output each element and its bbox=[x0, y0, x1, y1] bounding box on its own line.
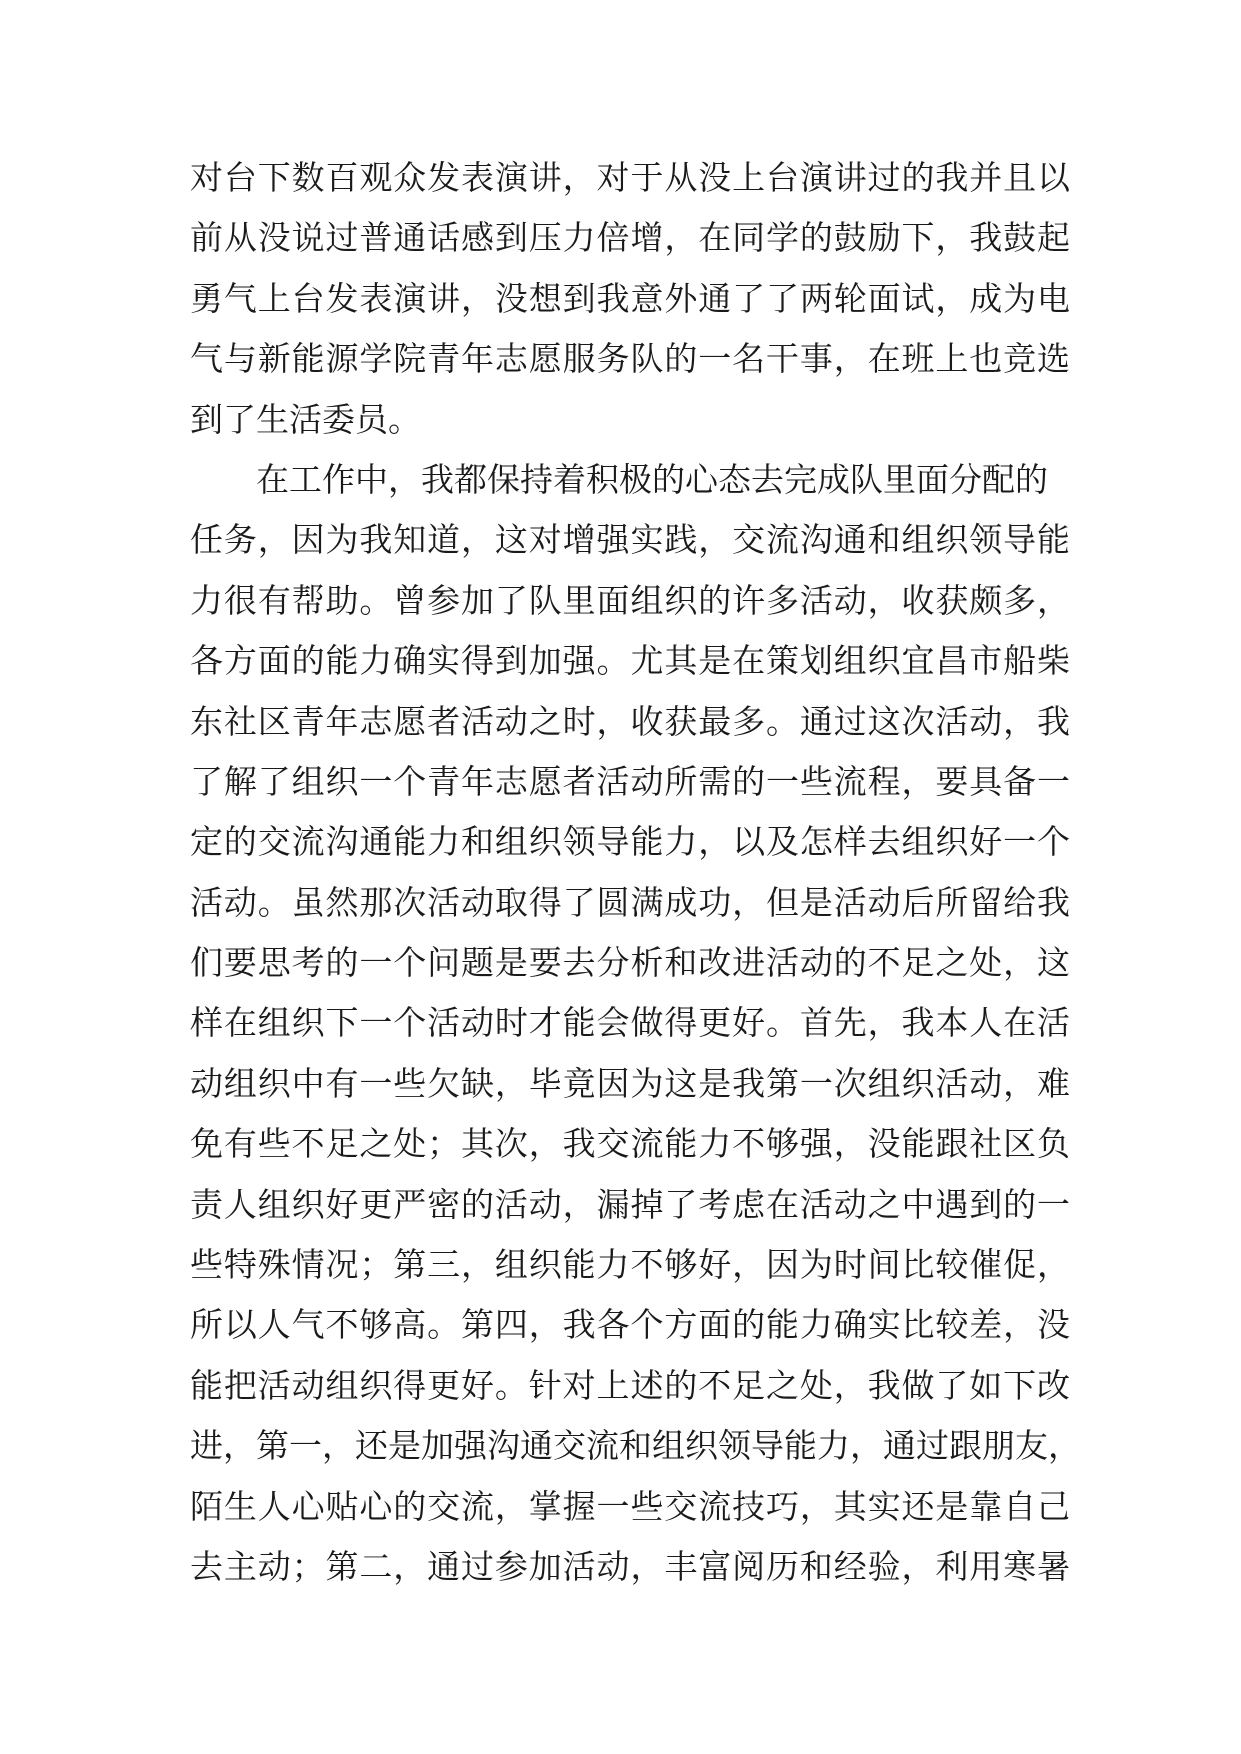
text-line: 陌生人心贴心的交流，掌握一些交流技巧，其实还是靠自己 bbox=[190, 1486, 1070, 1526]
text-line: 进，第一，还是加强沟通交流和组织领导能力，通过跟朋友， bbox=[190, 1426, 1081, 1466]
text-line: 到了生活委员。 bbox=[190, 399, 421, 439]
text-line: 能把活动组织得更好。针对上述的不足之处，我做了如下改 bbox=[190, 1365, 1070, 1405]
paragraph-start-line: 在工作中，我都保持着积极的心态去完成队里面分配的 bbox=[256, 459, 1048, 499]
text-line: 了解了组织一个青年志愿者活动所需的一些流程，要具备一 bbox=[190, 761, 1070, 801]
text-line: 力很有帮助。曾参加了队里面组织的许多活动，收获颇多， bbox=[190, 580, 1070, 620]
text-line: 东社区青年志愿者活动之时，收获最多。通过这次活动，我 bbox=[190, 701, 1070, 741]
text-line: 气与新能源学院青年志愿服务队的一名干事，在班上也竞选 bbox=[190, 339, 1070, 379]
body-text bbox=[190, 148, 1081, 1597]
text-line: 们要思考的一个问题是要去分析和改进活动的不足之处，这 bbox=[190, 943, 1070, 983]
text-line: 活动。虽然那次活动取得了圆满成功，但是活动后所留给我 bbox=[190, 882, 1070, 922]
text-line: 所以人气不够高。第四，我各个方面的能力确实比较差，没 bbox=[190, 1305, 1070, 1345]
text-line: 免有些不足之处；其次，我交流能力不够强，没能跟社区负 bbox=[190, 1124, 1070, 1164]
text-line: 些特殊情况；第三，组织能力不够好，因为时间比较催促， bbox=[190, 1245, 1070, 1285]
text-line: 责人组织好更严密的活动，漏掉了考虑在活动之中遇到的一 bbox=[190, 1184, 1070, 1224]
text-line: 定的交流沟通能力和组织领导能力，以及怎样去组织好一个 bbox=[190, 822, 1070, 862]
text-line: 去主动；第二，通过参加活动，丰富阅历和经验，利用寒暑 bbox=[190, 1546, 1070, 1586]
text-line: 勇气上台发表演讲，没想到我意外通了了两轮面试，成为电 bbox=[190, 278, 1070, 318]
text-line: 各方面的能力确实得到加强。尤其是在策划组织宜昌市船柴 bbox=[190, 641, 1070, 681]
text-line: 前从没说过普通话感到压力倍增，在同学的鼓励下，我鼓起 bbox=[190, 218, 1070, 258]
text-line: 动组织中有一些欠缺，毕竟因为这是我第一次组织活动，难 bbox=[190, 1063, 1070, 1103]
text-line: 样在组织下一个活动时才能会做得更好。首先，我本人在活 bbox=[190, 1003, 1070, 1043]
text-line: 对台下数百观众发表演讲，对于从没上台演讲过的我并且以 bbox=[190, 158, 1070, 197]
text-line: 任务，因为我知道，这对增强实践，交流沟通和组织领导能 bbox=[190, 520, 1070, 560]
